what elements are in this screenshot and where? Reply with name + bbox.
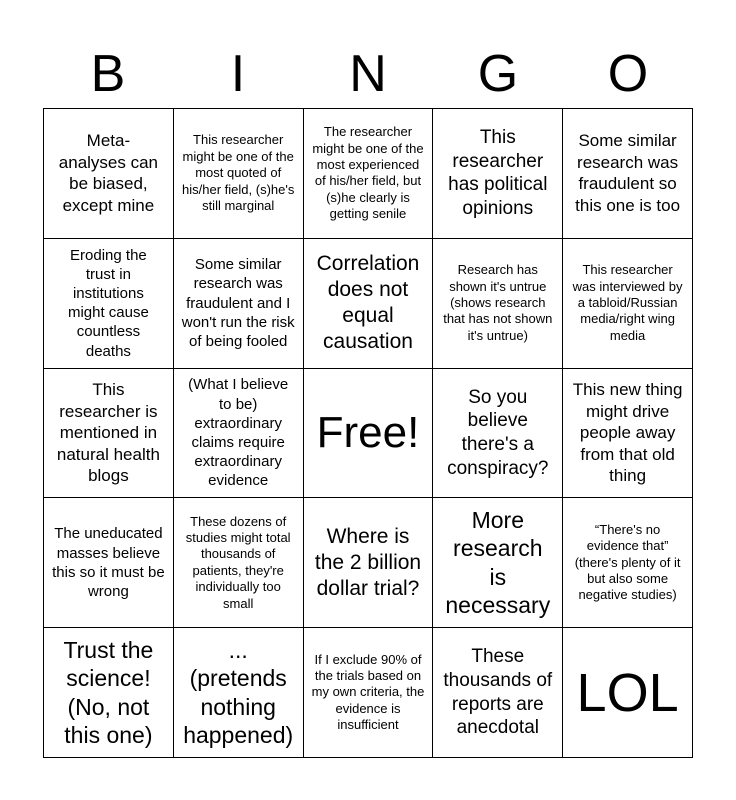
bingo-cell[interactable] (433, 239, 563, 369)
bingo-card (43, 108, 693, 758)
cell-text: Some similar research was fraudulent and I won't run the risk of being fooled (181, 256, 295, 350)
cell-text: This new thing might drive people away from that old thing (572, 380, 683, 486)
bingo-cell[interactable] (44, 239, 174, 369)
free-space[interactable] (304, 369, 434, 499)
cell-text: These thousands of reports are anecdotal (443, 646, 553, 739)
bingo-cell[interactable] (44, 498, 174, 628)
cell-text: ... (pretends nothing happened) (183, 636, 294, 748)
bingo-cell[interactable] (304, 239, 434, 369)
cell-text: The researcher might be one of the most experienced of his/her field, but (s)he clearly is getting senile (312, 124, 424, 222)
bingo-cell[interactable] (563, 239, 693, 369)
bingo-cell[interactable] (304, 498, 434, 628)
cell-text: This researcher was interviewed by a tabloid/Russian media/right wing media (572, 262, 683, 343)
bingo-cell[interactable] (563, 498, 693, 628)
cell-text: These dozens of studies might total thousands of patients, they're individually too small (185, 513, 291, 611)
bingo-cell[interactable] (433, 109, 563, 239)
cell-text: Research has shown it's untrue (shows research that has not shown it's untrue) (443, 262, 553, 343)
bingo-cell[interactable] (44, 109, 174, 239)
header-letter-i: I (230, 45, 246, 103)
bingo-cell[interactable] (433, 498, 563, 628)
bingo-cell[interactable] (174, 369, 304, 499)
header-letter-n: N (349, 45, 387, 103)
bingo-cell[interactable] (174, 628, 304, 758)
cell-text: Correlation does not equal causation (316, 252, 420, 354)
bingo-cell[interactable] (174, 109, 304, 239)
bingo-cell[interactable] (433, 628, 563, 758)
cell-text: “There's no evidence that” (there's plenty of it but also some negative studies) (574, 521, 681, 603)
bingo-cell[interactable] (433, 369, 563, 499)
cell-text: This researcher has political opinions (448, 127, 548, 219)
cell-text: The uneducated masses believe this so it must be wrong (52, 525, 165, 600)
cell-text: (What I believe to be) extraordinary claims require extraordinary evidence (188, 376, 289, 490)
bingo-cell[interactable] (174, 498, 304, 628)
cell-text: Free! (316, 407, 420, 457)
cell-text: More research is necessary (445, 506, 551, 619)
cell-text: So you believe there's a conspiracy? (447, 386, 549, 479)
cell-text: Meta-analyses can be biased, except mine (58, 131, 159, 215)
bingo-cell[interactable] (174, 239, 304, 369)
header-letter-b: B (90, 45, 126, 103)
bingo-cell[interactable] (304, 109, 434, 239)
bingo-cell[interactable] (563, 369, 693, 499)
cell-text: Some similar research was fraudulent so this one is too (575, 131, 681, 215)
cell-text: Eroding the trust in institutions might cause countless deaths (67, 246, 149, 360)
header-letter-g: G (477, 45, 519, 103)
bingo-cell[interactable] (563, 109, 693, 239)
bingo-cell[interactable] (304, 628, 434, 758)
header-letter-o: O (607, 45, 649, 103)
bingo-cell[interactable] (44, 628, 174, 758)
bingo-cell[interactable] (44, 369, 174, 499)
bingo-cell[interactable] (563, 628, 693, 758)
cell-text: This researcher might be one of the most quoted of his/her field, (s)he's still marginal (182, 132, 295, 213)
cell-text: LOL (576, 662, 679, 723)
cell-text: Trust the science! (No, not this one) (63, 636, 154, 748)
bingo-header (43, 44, 693, 104)
cell-text: Where is the 2 billion dollar trial? (314, 524, 422, 600)
cell-text: This researcher is mentioned in natural health blogs (56, 380, 160, 486)
cell-text: If I exclude 90% of the trials based on my own criteria, the evidence is insufficient (311, 651, 425, 733)
